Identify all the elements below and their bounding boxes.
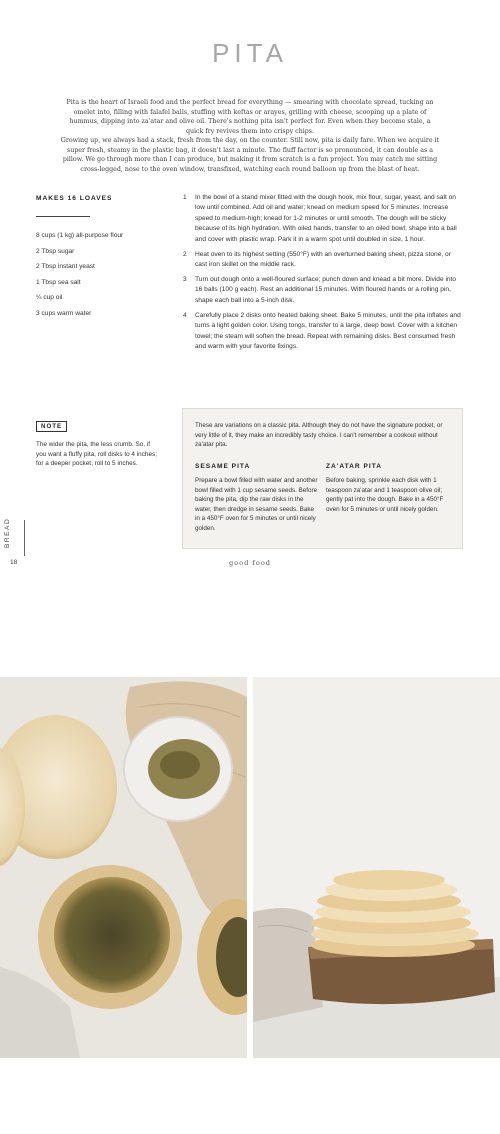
step-text: Turn out dough onto a well-floured surface; punch down and knead a bit more. Divide into 16 balls (100 g each). Rest an additional 15 minutes. With floured hands or a rolling pin, shape each ball into a 5-inch disk. [195, 276, 457, 304]
step-number: 3 [183, 276, 187, 284]
variation-sesame [195, 463, 320, 534]
ingredient-item: 8 cups (1 kg) all-purpose flour [36, 232, 124, 239]
zaatar-pita-photo [0, 677, 247, 1058]
zaatar-pita-illustration [0, 677, 247, 1058]
ingredient-item: ¼ cup oil [36, 294, 63, 301]
intro-paragraph: Pita is the heart of Israeli food and the perfect bread for everything — smearing with chocolate spread, tucking an omelet into, filling with falafel balls, stuffing with keftas or arayes, grilling with cheese, scooping up a plate of hummus, dipping into za'atar and olive oil. There's nothing pita isn't perfect for. Even when they become stale, a quick fry revives them into crispy chips. [66, 99, 434, 135]
variation-zaatar [326, 463, 451, 514]
variation-title: ZA'ATAR PITA [326, 463, 383, 470]
method-steps [183, 193, 463, 357]
variation-text: Before baking, sprinkle each disk with 1 teaspoon za'atar and 1 teaspoon olive oil; gently pat into the dough. Bake in a 450°F oven for 5 minutes or until nicely golden. [326, 477, 444, 513]
divider [36, 216, 90, 217]
ingredient-item: 1 Tbsp sea salt [36, 278, 81, 286]
variation-text: Prepare a bowl filled with water and another bowl filled with 1 cup sesame seeds. Before baking the pita, dip the raw disks in the water, then dredge in sesame seeds. Bake in a 450°F oven for 5 minutes or until nicely golden. [195, 477, 318, 532]
pita-stack-photo [253, 677, 500, 1058]
note-text: The wider the pita, the less crumb. So, if you want a fluffy pita, roll disks to 4 inches; for a deeper pocket, roll to 5 inches. [36, 441, 158, 468]
step-number: 4 [183, 311, 187, 319]
running-footer: good food [228, 559, 272, 567]
page-title: PITA [212, 38, 288, 68]
method-step [183, 193, 463, 245]
step-text: In the bowl of a stand mixer fitted with the dough hook, mix flour, sugar, yeast, and salt on low until combined. Add oil and water; knead on medium speed for 5 minutes. Increase speed to medium-high; knead for 1-2 minutes or until smooth. The dough will be sticky because of its high hydration. With oiled hands, transfer to an oiled bowl; shape into a ball and cover with plastic wrap. Park it in a warm spot until doubled in size, 1 hour. [195, 194, 457, 243]
variation-title: SESAME PITA [195, 463, 251, 470]
note-label: NOTE [36, 421, 67, 432]
variations-box [182, 408, 463, 549]
ingredient-list [36, 231, 176, 324]
ingredient-item: 2 Tbsp instant yeast [36, 263, 95, 270]
variations-intro: These are variations on a classic pita. Although they do not have the signature pocket, or very little of it, they make an incredibly tasty choice. I can't remember a cookout without za'atar pita. [195, 422, 443, 449]
ingredient-item: 2 Tbsp sugar [36, 247, 75, 255]
side-divider [24, 520, 25, 556]
ingredient-item: 3 cups warm water [36, 309, 92, 317]
method-step [183, 275, 463, 306]
step-text: Carefully place 2 disks onto heated baking sheet. Bake 5 minutes, until the pita inflates and turns a light golden color. Using tongs, transfer to a large, deep bowl. Cover with a kitchen towel; the steam will soften the bread. Repeat with remaining disks. Best consumed fresh and warm with your favorite fixings. [195, 311, 461, 351]
section-label: BREAD [4, 517, 11, 548]
step-text: Heat oven to its highest setting (550°F) with an overturned baking sheet, pizza stone, or cast iron skillet on the middle rack. [195, 250, 451, 269]
pita-stack-illustration [253, 677, 500, 1058]
intro-paragraph: Growing up, we always had a stack, fresh from the day, on the counter. Still now, pita is daily fare. When we acquire it super fresh, steamy in the plastic bag, it doesn't last a minute. The fluff factor is so pronounced, it can double as a pillow. We go through more than I can produce, but making it from scratch is a fun project. You may catch me sitting cross-legged, nose to the oven window, transfixed, watching each round balloon up from the blast of heat. [60, 137, 440, 173]
step-number: 1 [183, 194, 187, 201]
page-number: 18 [10, 559, 18, 566]
method-step [183, 250, 463, 271]
method-step [183, 311, 463, 353]
step-number: 2 [183, 250, 187, 258]
yield-heading: MAKES 16 LOAVES [36, 195, 113, 202]
